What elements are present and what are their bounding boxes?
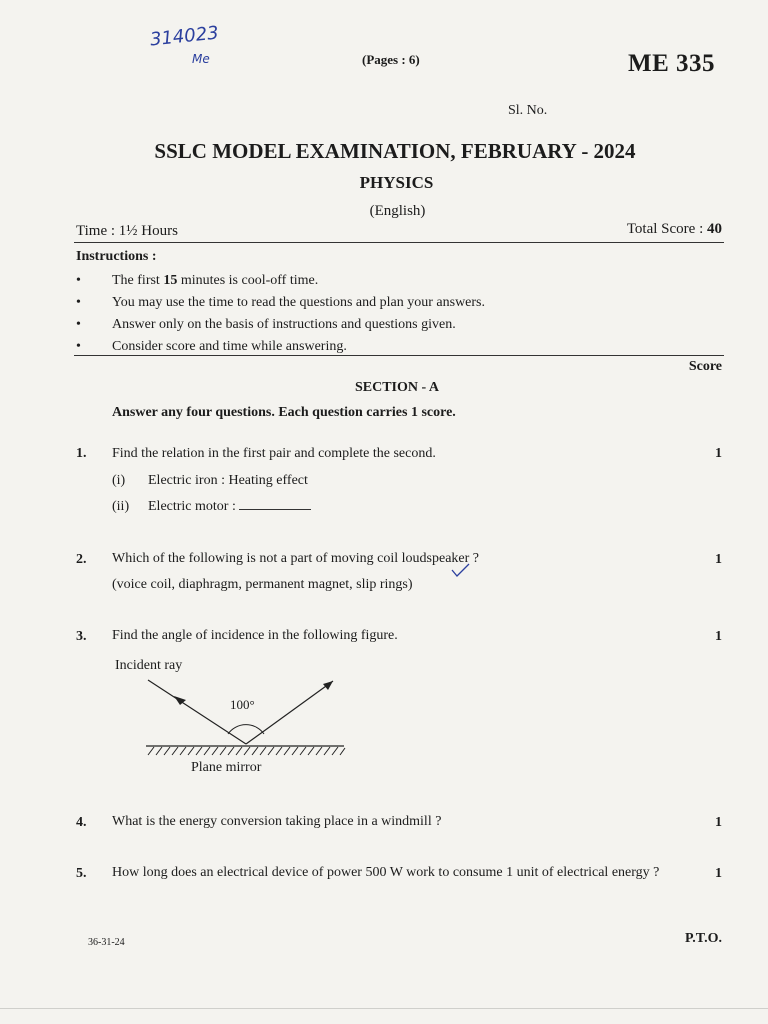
question-score: 1 (715, 629, 722, 644)
header-divider (74, 242, 724, 243)
instruction-item: • You may use the time to read the questions and plan your answers. (76, 292, 485, 314)
question-text: How long does an electrical device of power 500 W work to consume 1 unit of electrical energy ? (112, 865, 660, 880)
question-option: (ii) Electric motor : (112, 497, 311, 517)
angle-label: 100° (230, 697, 255, 712)
plane-mirror (146, 746, 345, 755)
question-text: Find the angle of incidence in the following figure. (112, 628, 398, 643)
score-column-label: Score (688, 359, 722, 374)
question-number: 5. (76, 866, 87, 881)
question-score: 1 (715, 815, 722, 830)
exam-medium: (English) (369, 203, 426, 219)
instruction-item: • Answer only on the basis of instructions and questions given. (76, 314, 485, 336)
time-allowed: Time : 1½ Hours (76, 223, 178, 239)
footer-code: 36-31-24 (88, 937, 125, 948)
total-score: Total Score : 40 (626, 221, 722, 237)
question-text: Which of the following is not a part of moving coil loudspeaker ? (112, 551, 480, 566)
handwritten-number: 314023 (149, 22, 220, 51)
plane-mirror-label: Plane mirror (191, 760, 262, 775)
section-instruction: Answer any four questions. Each question carries 1 score. (112, 405, 456, 420)
question-score: 1 (715, 552, 722, 567)
check-mark-icon (450, 562, 472, 580)
question-option: (i) Electric iron : Heating effect (112, 473, 308, 488)
paper-code: ME 335 (628, 50, 716, 77)
question-number: 1. (76, 446, 87, 461)
section-title: SECTION - A (354, 380, 440, 395)
reflection-diagram (140, 675, 350, 757)
question-score: 1 (715, 866, 722, 881)
incident-ray-label: Incident ray (115, 658, 183, 673)
answer-blank (239, 497, 311, 510)
instructions-divider (74, 355, 724, 356)
exam-subject: PHYSICS (359, 173, 434, 192)
question-choices: (voice coil, diaphragm, permanent magnet, slip rings) (112, 577, 413, 592)
instruction-item: • Consider score and time while answering. (76, 336, 485, 358)
page-edge (0, 1008, 768, 1009)
question-text: What is the energy conversion taking place in a windmill ? (112, 814, 442, 829)
question-number: 2. (76, 552, 87, 567)
instructions-list (76, 270, 485, 358)
question-score: 1 (715, 446, 722, 461)
question-text: Find the relation in the first pair and complete the second. (112, 446, 436, 461)
handwritten-initials: Me (192, 52, 210, 66)
reflected-ray (246, 681, 333, 744)
instruction-item: • The first 15 minutes is cool-off time. (76, 270, 485, 292)
please-turn-over: P.T.O. (685, 931, 722, 946)
angle-arc (228, 725, 264, 734)
exam-title: SSLC MODEL EXAMINATION, FEBRUARY - 2024 (154, 139, 636, 163)
instructions-heading: Instructions : (76, 249, 157, 264)
page-count: (Pages : 6) (362, 52, 420, 67)
question-number: 4. (76, 815, 87, 830)
serial-number-label: Sl. No. (508, 103, 548, 118)
question-number: 3. (76, 629, 87, 644)
